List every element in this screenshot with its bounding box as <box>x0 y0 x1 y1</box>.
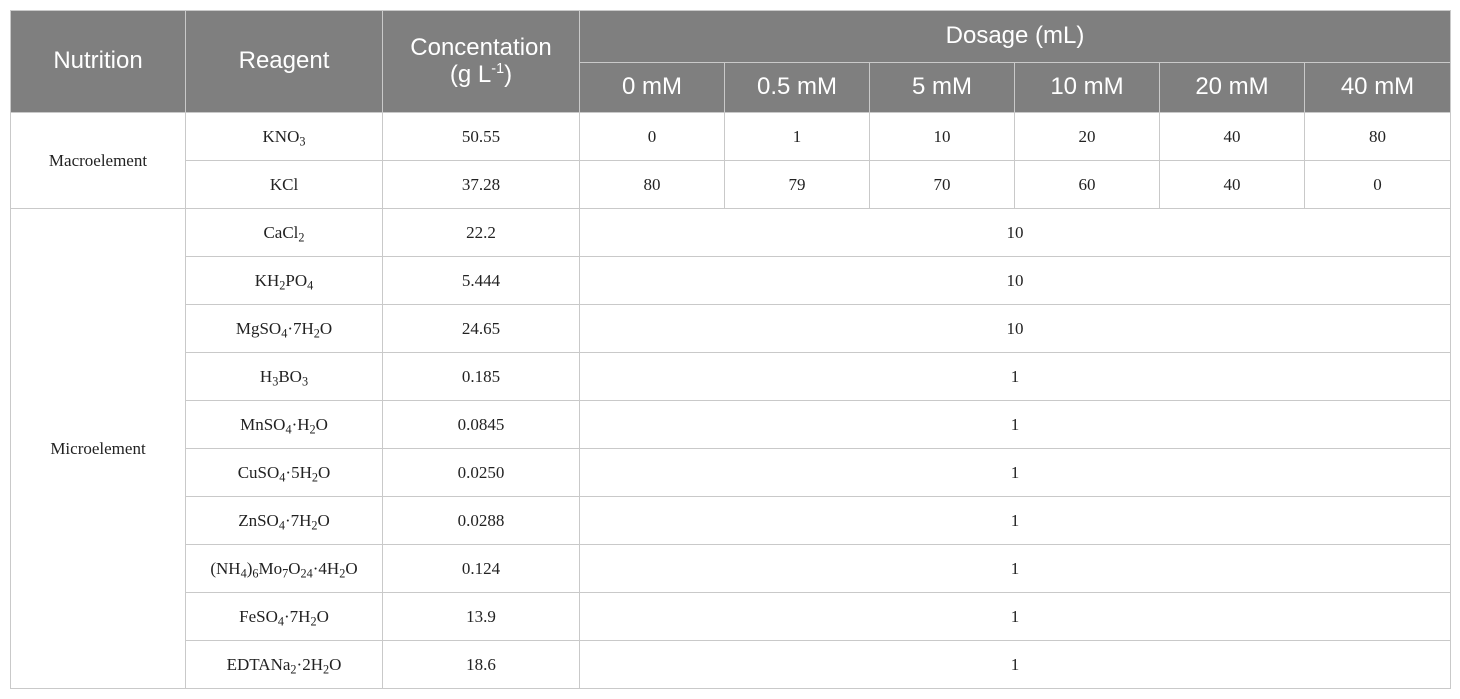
reagent-text: ·7H <box>284 510 312 530</box>
table-row <box>11 113 1451 161</box>
dose-cell-merged: 10 <box>580 305 1451 353</box>
reagent-text: ·4H <box>312 558 340 578</box>
reagent-text: O <box>315 414 328 434</box>
header-dosage: Dosage (mL) <box>580 11 1451 63</box>
header-dose-col: 20 mM <box>1160 63 1305 113</box>
reagent-text: O <box>288 558 301 578</box>
table-row <box>11 497 1451 545</box>
reagent-subscript: 4 <box>278 518 285 533</box>
reagent-cell <box>186 545 383 593</box>
dose-cell-merged: 1 <box>580 401 1451 449</box>
table-row <box>11 545 1451 593</box>
table-row <box>11 209 1451 257</box>
concentration-cell: 13.9 <box>383 593 580 641</box>
reagent-text: EDTANa <box>226 654 291 674</box>
reagent-text: O <box>345 558 358 578</box>
reagent-subscript: 7 <box>282 566 289 581</box>
reagent-text: MnSO <box>240 414 286 434</box>
reagent-text: CuSO <box>237 462 280 482</box>
reagent-cell <box>186 449 383 497</box>
table-row <box>11 353 1451 401</box>
reagent-text: Mo <box>258 558 283 578</box>
header-concentration-label: Concentation <box>410 34 552 62</box>
header-dose-col: 40 mM <box>1305 63 1451 113</box>
dose-cell-merged: 1 <box>580 449 1451 497</box>
reagent-text: ·7H <box>287 318 314 338</box>
dose-cell-merged: 1 <box>580 497 1451 545</box>
concentration-cell: 5.444 <box>383 257 580 305</box>
reagent-subscript: 2 <box>339 566 346 581</box>
header-dose-col: 0.5 mM <box>725 63 870 113</box>
dose-cell-merged: 1 <box>580 641 1451 689</box>
reagent-subscript: 4 <box>279 470 286 485</box>
reagent-text: O <box>318 462 331 482</box>
reagent-text: O <box>316 606 329 626</box>
table-row <box>11 305 1451 353</box>
concentration-cell: 24.65 <box>383 305 580 353</box>
reagent-text: ·2H <box>296 654 323 674</box>
header-row <box>11 11 1451 63</box>
reagent-text: O <box>317 510 330 530</box>
group-cell-macroelement: Macroelement <box>11 113 186 209</box>
reagent-subscript: 2 <box>311 470 318 485</box>
concentration-cell: 0.0250 <box>383 449 580 497</box>
header-concentration-unit: (g $L^{-1}$) <box>449 60 513 88</box>
reagent-text: O <box>329 654 342 674</box>
reagent-subscript: 24 <box>300 566 313 581</box>
table-row <box>11 401 1451 449</box>
reagent-text: ·7H <box>284 606 311 626</box>
dose-cell: 20 <box>1015 113 1160 161</box>
reagent-text: BO <box>278 366 302 386</box>
dose-cell: 40 <box>1160 113 1305 161</box>
reagent-subscript: 2 <box>290 662 297 677</box>
header-concentration <box>383 11 580 113</box>
reagent-cell <box>186 353 383 401</box>
concentration-cell: 0.185 <box>383 353 580 401</box>
dose-cell: 0 <box>580 113 725 161</box>
table-row <box>11 641 1451 689</box>
reagent-subscript: 4 <box>277 614 284 629</box>
dose-cell-merged: 10 <box>580 257 1451 305</box>
dose-cell: 0 <box>1305 161 1451 209</box>
reagent-text: ·5H <box>285 462 312 482</box>
reagent-subscript: 2 <box>309 422 316 437</box>
table-row <box>11 449 1451 497</box>
dose-cell: 79 <box>725 161 870 209</box>
dose-cell: 10 <box>870 113 1015 161</box>
reagent-text: ·H <box>291 414 310 434</box>
reagent-text: KH <box>254 270 280 290</box>
reagent-subscript: 2 <box>313 326 320 341</box>
reagent-subscript: 2 <box>310 614 317 629</box>
reagent-text: O <box>319 318 333 338</box>
reagent-subscript: 4 <box>285 422 292 437</box>
table-row <box>11 161 1451 209</box>
concentration-cell: 50.55 <box>383 113 580 161</box>
reagent-text: KNO <box>262 126 300 146</box>
dose-cell: 40 <box>1160 161 1305 209</box>
reagent-subscript: 2 <box>298 230 305 245</box>
reagent-cell <box>186 497 383 545</box>
concentration-cell: 0.0845 <box>383 401 580 449</box>
concentration-cell: 18.6 <box>383 641 580 689</box>
reagent-text: MgSO <box>235 318 282 338</box>
reagent-cell <box>186 593 383 641</box>
reagent-cell <box>186 305 383 353</box>
reagent-subscript: 6 <box>252 566 259 581</box>
reagent-subscript: 4 <box>307 278 314 293</box>
dose-cell-merged: 10 <box>580 209 1451 257</box>
header-dose-col: 0 mM <box>580 63 725 113</box>
dose-cell: 1 <box>725 113 870 161</box>
reagent-text: KCl <box>269 174 299 194</box>
dose-cell: 80 <box>1305 113 1451 161</box>
reagent-subscript: 2 <box>279 278 286 293</box>
table-row <box>11 257 1451 305</box>
reagent-text: FeSO <box>239 606 278 626</box>
header-reagent: Reagent <box>186 11 383 113</box>
reagent-subscript: 4 <box>281 326 288 341</box>
nutrient-table <box>10 10 1451 689</box>
reagent-subscript: 3 <box>301 374 309 389</box>
table-row <box>11 593 1451 641</box>
reagent-cell <box>186 401 383 449</box>
reagent-text: ZnSO <box>238 510 279 530</box>
reagent-subscript: 3 <box>299 134 306 149</box>
reagent-cell <box>186 161 383 209</box>
dose-cell-merged: 1 <box>580 545 1451 593</box>
reagent-subscript: 3 <box>272 374 279 389</box>
dose-cell: 60 <box>1015 161 1160 209</box>
header-dose-col: 10 mM <box>1015 63 1160 113</box>
reagent-text: PO <box>285 270 308 290</box>
reagent-text: H <box>259 366 273 386</box>
reagent-subscript: 2 <box>311 518 318 533</box>
dose-cell: 80 <box>580 161 725 209</box>
dose-cell: 70 <box>870 161 1015 209</box>
reagent-text: ) <box>246 558 253 578</box>
reagent-subscript: 2 <box>322 662 330 677</box>
header-nutrition: Nutrition <box>11 11 186 113</box>
reagent-text: CaCl <box>263 222 299 242</box>
reagent-cell <box>186 641 383 689</box>
reagent-cell <box>186 209 383 257</box>
concentration-cell: 0.124 <box>383 545 580 593</box>
reagent-text: (NH <box>210 558 241 578</box>
concentration-cell: 0.0288 <box>383 497 580 545</box>
dose-cell-merged: 1 <box>580 593 1451 641</box>
reagent-subscript: 4 <box>240 566 247 581</box>
reagent-cell <box>186 257 383 305</box>
concentration-cell: 37.28 <box>383 161 580 209</box>
reagent-cell <box>186 113 383 161</box>
header-dose-col: 5 mM <box>870 63 1015 113</box>
dose-cell-merged: 1 <box>580 353 1451 401</box>
group-cell-microelement: Microelement <box>11 209 186 689</box>
concentration-cell: 22.2 <box>383 209 580 257</box>
table-body <box>11 113 1451 689</box>
